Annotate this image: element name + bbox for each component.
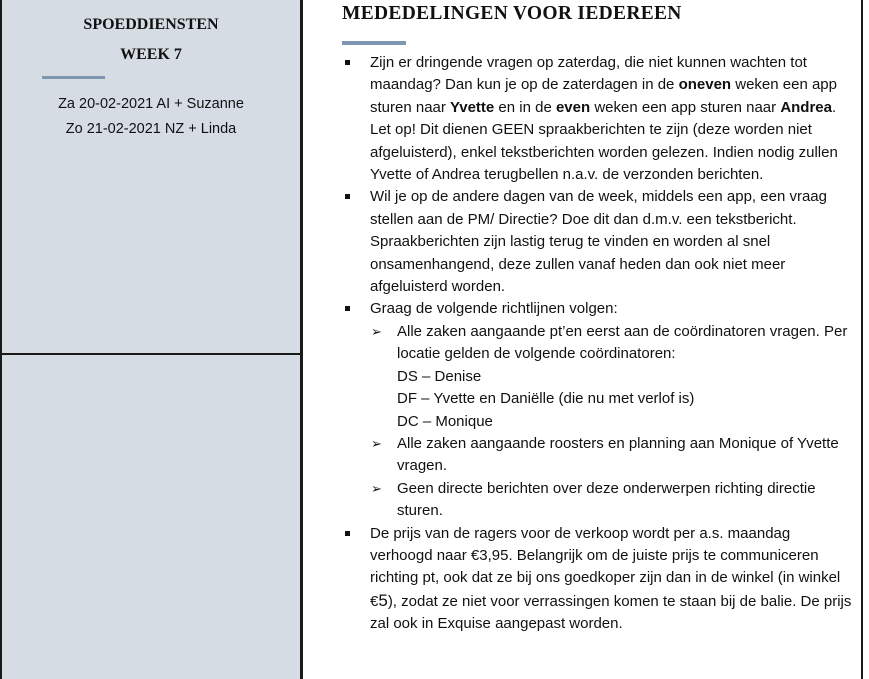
coordinator-line: DF – Yvette en Daniëlle (die nu met verlof is) [397,390,695,408]
announcement-weekday-questions: Wil je op de andere dagen van de week, middels een app, een vraag stellen aan de PM/ Directie? Doe dit dan d.m.v. een tekstbericht. Spraakberichten zijn lastig terug te vinden en worden al snel onsamenhangend, deze zullen vanaf heden dan ook niet meer afgeluisterd worden. [342,186,852,298]
guideline-list [370,321,852,523]
arrow-bullet-icon: ➢ [371,480,382,496]
title-divider [342,41,406,45]
page-title: MEDEDELINGEN VOOR IEDEREEN [342,3,682,24]
announcement-list [342,52,852,636]
guideline-item: ➢ Alle zaken aangaande pt’en eerst aan de coördinatoren vragen. Per locatie gelden de volgende coördinatoren: DS – Denise DF – Yvette en Daniëlle (die nu met verlof is) DC – Monique [370,321,852,433]
arrow-bullet-icon: ➢ [371,435,382,451]
guideline-item: ➢ Alle zaken aangaande roosters en planning aan Monique of Yvette vragen. [371,434,839,475]
schedule-entry: Za 20-02-2021 AI + Suzanne [58,96,244,112]
coordinator-line: DC – Monique [397,412,493,430]
announcement-guidelines [342,298,852,522]
guidelines-intro: Graag de volgende richtlijnen volgen: [370,300,618,318]
sidebar-panel [0,0,303,679]
announcements [342,52,852,636]
announcement-price-change: De prijs van de ragers voor de verkoop wordt per a.s. maandag verhoogd naar €3,95. Belangrijk om de juiste prijs te communiceren richting pt, ook dat ze bij ons goedkoper zijn dan in de winkel (in winkel €5), zodat ze niet voor verrassingen komen te staan bij de balie. De prijs zal ook in Exquise aangepast worden. [342,523,852,636]
announcement-saturday-questions: Zijn er dringende vragen op zaterdag, die niet kunnen wachten tot maandag? Dan kun je op de zaterdagen in de oneven weken een app sturen naar Yvette en in de even weken een app sturen naar Andrea. Let op! Dit dienen GEEN spraakberichten te zijn (deze worden niet afgeluisterd), enkel tekstberichten worden gelezen. Indien nodig zullen Yvette of Andrea terugbellen n.a.v. de verzonden berichten. [342,52,852,186]
sidebar-divider [42,76,105,79]
page-border-right [861,0,863,679]
sidebar-duty-section [2,0,300,355]
sidebar-title: SPOEDDIENSTEN [83,16,219,33]
guideline-item: ➢ Geen directe berichten over deze onderwerpen richting directie sturen. [371,479,816,520]
sidebar-week: WEEK 7 [120,46,182,63]
coordinator-line: DS – Denise [397,367,482,385]
arrow-bullet-icon: ➢ [371,323,382,339]
schedule-entry: Zo 21-02-2021 NZ + Linda [65,121,237,137]
